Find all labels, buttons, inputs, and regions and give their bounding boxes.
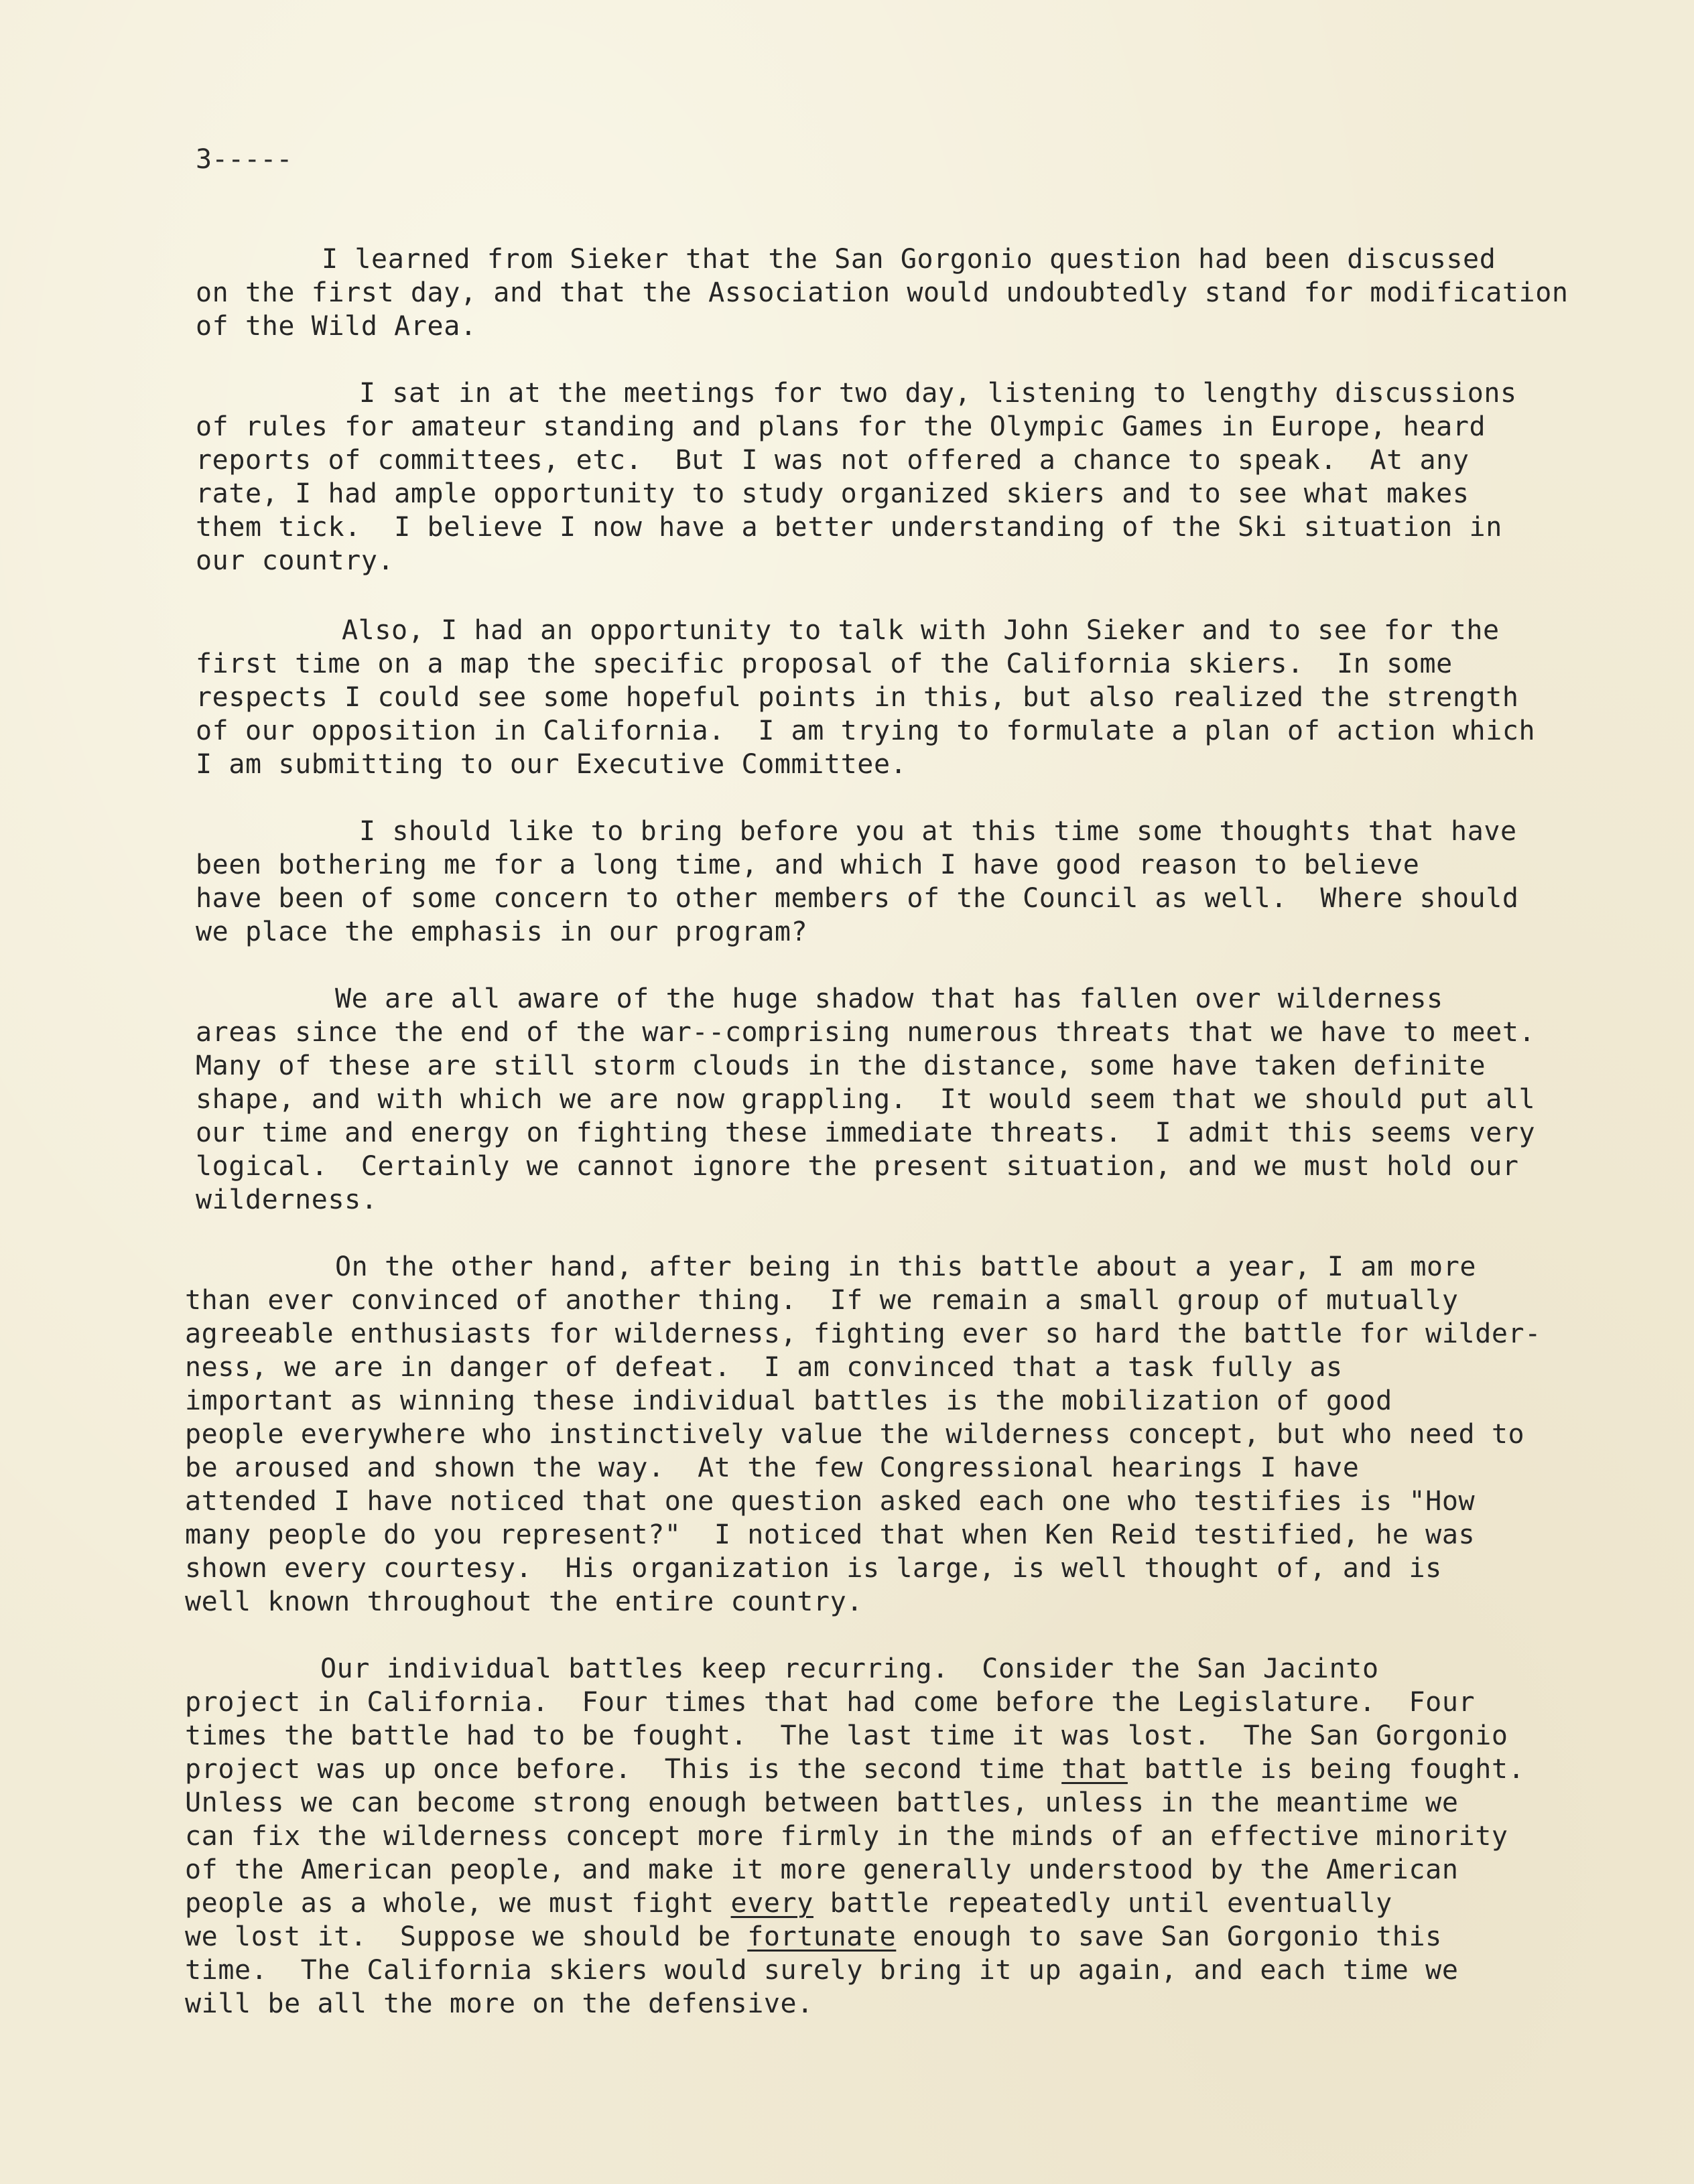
text-line: people as a whole, we must fight every battle repeatedly until eventually [185, 1888, 1392, 1919]
text-line: been bothering me for a long time, and which I have good reason to believe [196, 849, 1420, 880]
text-line: people everywhere who instinctively value the wilderness concept, but who need to [185, 1419, 1525, 1450]
underlined-word: that [1061, 1754, 1128, 1785]
text-line: well known throughout the entire country. [185, 1586, 863, 1617]
text-line: times the battle had to be fought. The last time it was lost. The San Gorgonio [185, 1720, 1508, 1751]
text-line: can fix the wilderness concept more firmly in the minds of an effective minority [185, 1821, 1508, 1852]
underlined-word: every [730, 1888, 813, 1919]
text-line: of the Wild Area. [196, 311, 477, 342]
text-line: reports of committees, etc. But I was not offered a chance to speak. At any [196, 445, 1470, 476]
text-line: shown every courtesy. His organization is large, is well thought of, and is [185, 1553, 1442, 1584]
text-line: agreeable enthusiasts for wilderness, fighting ever so hard the battle for wilder- [185, 1318, 1541, 1349]
text-line: I should like to bring before you at this time some thoughts that have [359, 816, 1517, 847]
text-line: our country. [196, 545, 395, 576]
text-line: be aroused and shown the way. At the few Congressional hearings I have [185, 1452, 1360, 1483]
text-line: respects I could see some hopeful points in this, but also realized the strength [196, 682, 1519, 713]
text-line: project was up once before. This is the second time that battle is being fought. [185, 1754, 1525, 1785]
text-line: first time on a map the specific proposal of the California skiers. In some [196, 649, 1453, 679]
underlined-word: fortunate [747, 1921, 897, 1952]
text-line: wilderness. [196, 1184, 378, 1215]
text-line: have been of some concern to other members of the Council as well. Where should [196, 883, 1519, 914]
text-line: Also, I had an opportunity to talk with John Sieker and to see for the [342, 615, 1500, 646]
text-line: We are all aware of the huge shadow that has fallen over wilderness [335, 983, 1443, 1014]
text-line: I am submitting to our Executive Committee. [196, 749, 907, 780]
text-line: we lost it. Suppose we should be fortunate enough to save San Gorgonio this [185, 1921, 1442, 1952]
text-line: attended I have noticed that one question asked each one who testifies is "How [185, 1486, 1476, 1517]
text-line: I learned from Sieker that the San Gorgonio question had been discussed [322, 244, 1496, 275]
text-line: we place the emphasis in our program? [196, 916, 808, 947]
text-line: rate, I had ample opportunity to study organized skiers and to see what makes [196, 478, 1470, 509]
text-line: many people do you represent?" I noticed that when Ken Reid testified, he was [185, 1519, 1476, 1550]
text-line: them tick. I believe I now have a better understanding of the Ski situation in [196, 512, 1502, 543]
text-line: our time and energy on fighting these immediate threats. I admit this seems very [196, 1117, 1536, 1148]
text-line: will be all the more on the defensive. [185, 1988, 813, 2019]
text-line: time. The California skiers would surely bring it up again, and each time we [185, 1955, 1459, 1986]
text-line: of our opposition in California. I am trying to formulate a plan of action which [196, 715, 1536, 746]
text-line: of rules for amateur standing and plans for the Olympic Games in Europe, heard [196, 411, 1486, 442]
text-line: I sat in at the meetings for two day, listening to lengthy discussions [359, 378, 1517, 409]
text-line: Our individual battles keep recurring. Consider the San Jacinto [320, 1653, 1379, 1684]
text-line: ness, we are in danger of defeat. I am convinced that a task fully as [185, 1352, 1343, 1383]
text-line: on the first day, and that the Association would undoubtedly stand for modification [196, 277, 1569, 308]
text-line: areas since the end of the war--comprising numerous threats that we have to meet. [196, 1017, 1536, 1048]
text-line: of the American people, and make it more generally understood by the American [185, 1854, 1459, 1885]
text-line: Unless we can become strong enough between battles, unless in the meantime we [185, 1787, 1459, 1818]
text-line: project in California. Four times that had come before the Legislature. Four [185, 1687, 1476, 1718]
text-line: important as winning these individual battles is the mobilization of good [185, 1385, 1392, 1416]
text-line: On the other hand, after being in this battle about a year, I am more [335, 1251, 1477, 1282]
text-line: than ever convinced of another thing. If we remain a small group of mutually [185, 1285, 1459, 1316]
text-line: shape, and with which we are now grappling. It would seem that we should put all [196, 1084, 1536, 1115]
page-number: 3----- [196, 144, 293, 175]
text-line: logical. Certainly we cannot ignore the present situation, and we must hold our [196, 1151, 1519, 1182]
text-line: Many of these are still storm clouds in the distance, some have taken definite [196, 1050, 1486, 1081]
